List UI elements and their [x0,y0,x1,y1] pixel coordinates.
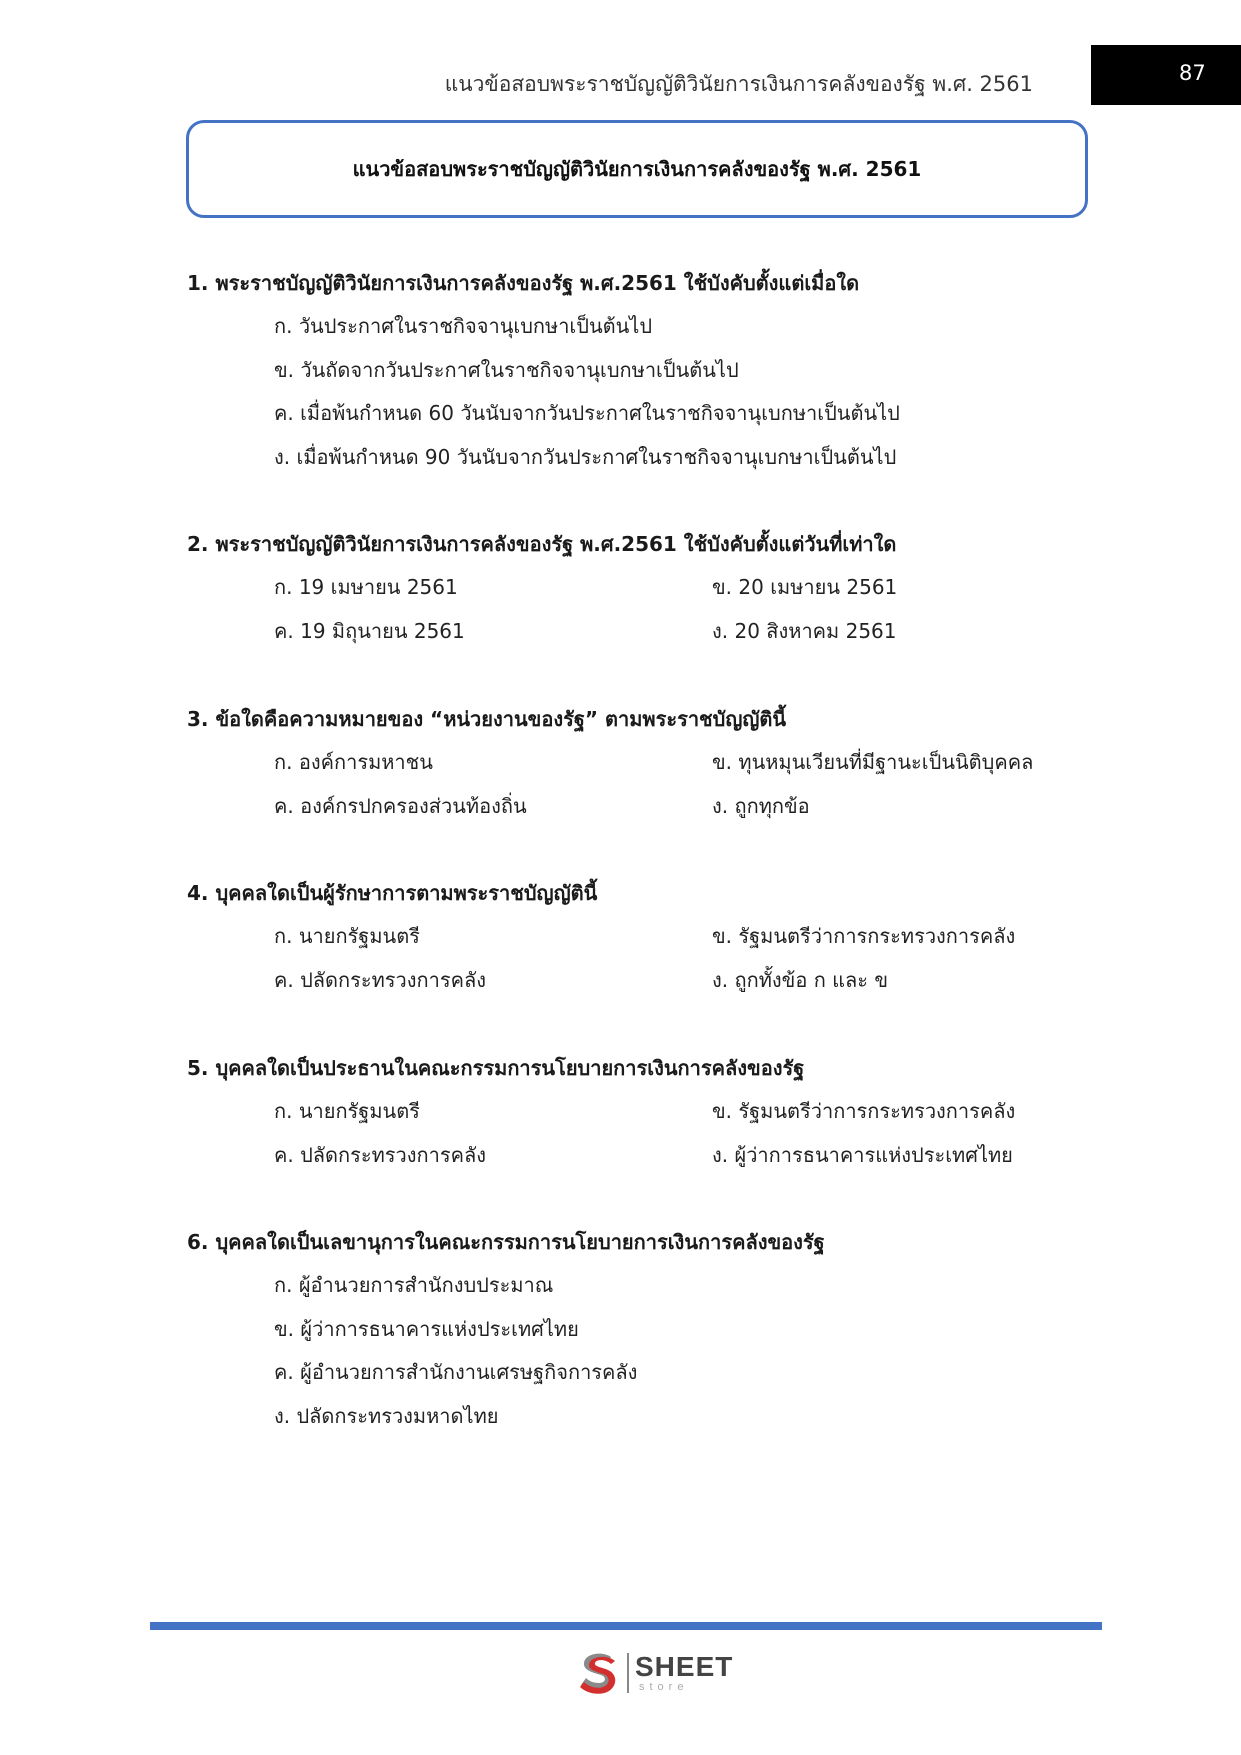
option-item: ข. 20 เมษายน 2561 [712,575,898,599]
sheet-store-logo-icon [575,1649,623,1697]
option-item: ค. เมื่อพ้นกำหนด 60 วันนับจากวันประกาศในราชกิจจานุเบกษาเป็นต้นไป [274,401,900,425]
option-item: ก. ผู้อำนวยการสำนักงบประมาณ [274,1273,554,1297]
option-item: ค. ผู้อำนวยการสำนักงานเศรษฐกิจการคลัง [274,1360,638,1384]
option-item: ค. ปลัดกระทรวงการคลัง [274,1142,487,1167]
option-item: ก. องค์การมหาชน [274,750,433,774]
running-header: แนวข้อสอบพระราชบัญญัติวินัยการเงินการคลังของรัฐ พ.ศ. 2561 [444,72,1033,96]
document-title: แนวข้อสอบพระราชบัญญัติวินัยการเงินการคลังของรัฐ พ.ศ. 2561 [352,157,922,181]
page-number: 87 [1179,61,1206,85]
option-item: ก. 19 เมษายน 2561 [274,575,458,599]
option-item: ข. ทุนหมุนเวียนที่มีฐานะเป็นนิติบุคคล [712,750,1034,774]
question-text: 5. บุคคลใดเป็นประธานในคณะกรรมการนโยบายการเงินการคลังของรัฐ [187,1056,805,1080]
question-5 [187,1047,1147,1177]
option-list [274,566,1147,653]
logo-name: SHEET [635,1651,734,1682]
question-text: 6. บุคคลใดเป็นเลขานุการในคณะกรรมการนโยบายการเงินการคลังของรัฐ [187,1230,825,1254]
question-text: 3. ข้อใดคือความหมายของ “หน่วยงานของรัฐ” ตามพระราชบัญญัตินี้ [187,707,787,731]
option-list [274,741,1147,828]
option-item: ง. ถูกทุกข้อ [712,793,810,818]
footer-logo [575,1648,733,1698]
option-item: ข. ผู้ว่าการธนาคารแห่งประเทศไทย [274,1316,579,1341]
option-item: ก. วันประกาศในราชกิจจานุเบกษาเป็นต้นไป [274,314,653,338]
option-item: ง. ผู้ว่าการธนาคารแห่งประเทศไทย [712,1142,1013,1167]
option-item: ง. ปลัดกระทรวงมหาดไทย [274,1403,499,1428]
option-list [274,1090,1147,1177]
question-4 [187,872,1147,1002]
question-text: 2. พระราชบัญญัติวินัยการเงินการคลังของรัฐ พ.ศ.2561 ใช้บังคับตั้งแต่วันที่เท่าใด [187,532,897,556]
logo-text [635,1653,733,1693]
option-item: ง. ถูกทั้งข้อ ก และ ข [712,967,889,992]
question-text: 1. พระราชบัญญัติวินัยการเงินการคลังของรัฐ พ.ศ.2561 ใช้บังคับตั้งแต่เมื่อใด [187,271,860,295]
option-item: ข. รัฐมนตรีว่าการกระทรวงการคลัง [712,1099,1016,1123]
option-item: ค. องค์กรปกครองส่วนท้องถิ่น [274,793,527,818]
option-item: ก. นายกรัฐมนตรี [274,924,420,948]
logo-sub: store [639,1681,689,1693]
option-item: ก. นายกรัฐมนตรี [274,1099,420,1123]
option-list [274,1264,1147,1438]
option-list [274,305,1147,479]
question-2 [187,523,1147,653]
option-item: ค. ปลัดกระทรวงการคลัง [274,967,487,992]
page-number-box [1091,45,1241,105]
title-box [186,120,1088,218]
footer-bar [150,1622,1102,1630]
question-3 [187,698,1147,828]
question-6 [187,1221,1147,1438]
logo-divider [627,1653,629,1693]
question-text: 4. บุคคลใดเป็นผู้รักษาการตามพระราชบัญญัตินี้ [187,881,598,905]
option-item: ง. 20 สิงหาคม 2561 [712,618,897,643]
option-item: ง. เมื่อพ้นกำหนด 90 วันนับจากวันประกาศในราชกิจจานุเบกษาเป็นต้นไป [274,444,897,469]
option-list [274,915,1147,1002]
option-item: ข. รัฐมนตรีว่าการกระทรวงการคลัง [712,924,1016,948]
option-item: ค. 19 มิถุนายน 2561 [274,618,465,643]
question-1 [187,262,1147,479]
option-item: ข. วันถัดจากวันประกาศในราชกิจจานุเบกษาเป็นต้นไป [274,357,739,382]
